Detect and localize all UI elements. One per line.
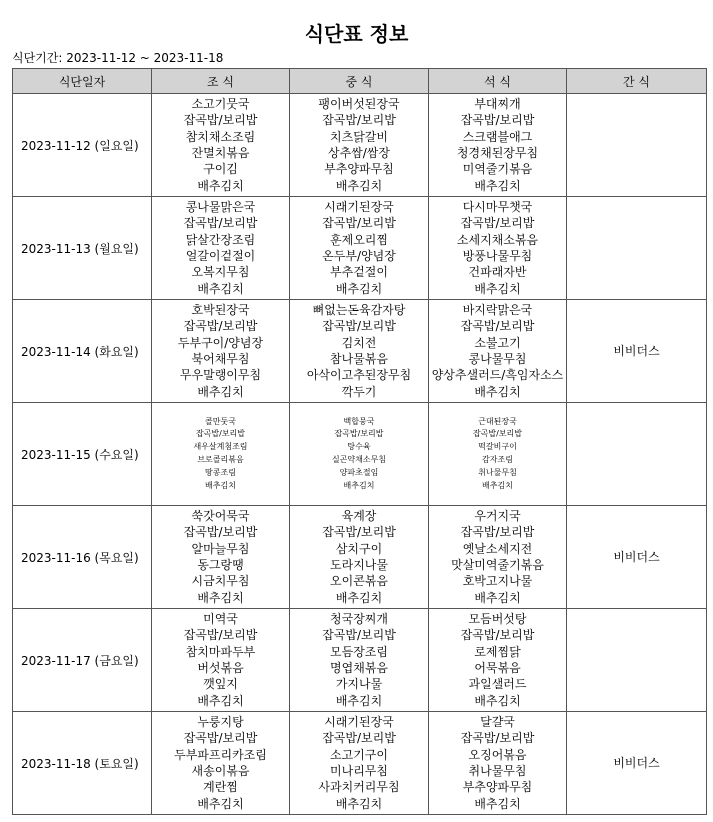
menu-item: 오징어볶음 (468, 747, 527, 762)
menu-item: 브로콜리볶음 (197, 455, 244, 464)
meal-cell-dinner (429, 712, 567, 815)
meal-date: 2023-11-14 (화요일) (13, 300, 152, 403)
menu-item: 새우살계첨조림 (193, 442, 248, 452)
table-row (13, 300, 707, 403)
snack-item: 비비더스 (613, 343, 660, 358)
menu-item: 배추김치 (197, 281, 244, 296)
menu-item: 소고기구이 (330, 747, 388, 762)
menu-item: 깍두기 (341, 384, 377, 399)
menu-item: 부추양파무침 (324, 162, 394, 177)
table-row (13, 94, 707, 197)
meal-cell-breakfast (152, 609, 290, 712)
table-header-row (13, 69, 707, 94)
meal-cell-lunch (290, 609, 429, 712)
menu-item: 잡곡밥/보리밥 (460, 113, 535, 128)
menu-item: 북어채무침 (191, 352, 250, 366)
table-body (13, 94, 707, 815)
menu-item: 감자조림 (482, 455, 513, 464)
menu-item: 치츠닭갈비 (330, 129, 388, 144)
table-row (13, 609, 707, 712)
menu-item: 소불고기 (474, 335, 521, 350)
meal-cell-dinner (429, 403, 567, 506)
menu-item: 잡곡밥/보리밥 (322, 628, 396, 643)
meal-date: 2023-11-17 (금요일) (13, 609, 152, 712)
menu-item: 모듬장조림 (330, 644, 388, 659)
meal-cell-lunch (290, 403, 429, 506)
menu-item: 잡곡밥/보리밥 (183, 628, 258, 643)
menu-item: 두부파프리카조림 (174, 747, 267, 762)
menu-item: 배추김치 (197, 384, 244, 399)
header-date: 식단일자 (13, 69, 152, 94)
menu-item: 배추김치 (474, 590, 521, 605)
menu-item: 시금치무침 (191, 574, 250, 589)
meal-cell-dinner (429, 506, 567, 609)
menu-item: 잡곡밥/보리밥 (322, 216, 396, 231)
menu-item: 잡곡밥/보리밥 (322, 319, 396, 334)
menu-item: 배추김치 (343, 480, 375, 490)
menu-item: 잡곡밥/보리밥 (460, 628, 535, 643)
menu-item: 콩나물무침 (468, 352, 527, 366)
menu-item: 미역줄기볶음 (462, 162, 533, 177)
menu-item: 배추김치 (474, 693, 521, 708)
menu-item: 배추김치 (197, 796, 244, 811)
menu-item: 오이콘볶음 (330, 574, 388, 589)
meal-cell-snack (567, 197, 707, 300)
meal-date: 2023-11-16 (목요일) (13, 506, 152, 609)
snack-item: 비비더스 (613, 549, 660, 564)
meal-cell-breakfast (152, 506, 290, 609)
menu-item: 배추김치 (205, 480, 236, 490)
meal-cell-lunch (290, 712, 429, 815)
header-lunch: 중 식 (290, 69, 429, 94)
menu-item: 닭살간장조림 (185, 232, 256, 247)
menu-item: 배추김치 (197, 693, 244, 708)
menu-item: 누룽지탕 (197, 715, 244, 730)
menu-item: 참나물볶음 (330, 352, 388, 366)
snack-item: 비비더스 (613, 755, 660, 770)
menu-item: 김치전 (341, 335, 377, 350)
menu-item: 잔멸치볶음 (191, 146, 250, 160)
menu-item: 명엽채볶음 (330, 661, 388, 675)
header-breakfast: 조 식 (152, 69, 290, 94)
menu-item: 두부구이/양념장 (177, 335, 264, 350)
menu-item: 청국장찌개 (330, 612, 388, 627)
meal-cell-lunch (290, 94, 429, 197)
meal-cell-lunch (290, 506, 429, 609)
meal-cell-snack (567, 403, 707, 506)
menu-item: 잡곡밥/보리밥 (460, 525, 535, 540)
menu-item: 옛날소세지전 (462, 541, 533, 556)
page-title: 식단표 정보 (304, 22, 409, 46)
menu-item: 달걀국 (480, 715, 515, 730)
menu-item: 잡곡밥/보리밥 (460, 216, 535, 231)
menu-item: 잡곡밥/보리밥 (460, 319, 535, 334)
meal-cell-lunch (290, 300, 429, 403)
menu-item: 미나리무침 (330, 764, 388, 778)
menu-item: 배추김치 (197, 590, 244, 605)
menu-item: 배추김치 (197, 178, 244, 193)
meal-table (12, 68, 707, 815)
meal-cell-lunch (290, 197, 429, 300)
menu-item: 참치채소조림 (185, 129, 256, 144)
menu-item: 무우말랭이무침 (179, 368, 262, 383)
menu-item: 동그랑땡 (197, 558, 244, 572)
meal-cell-dinner (429, 300, 567, 403)
meal-date: 2023-11-12 (일요일) (13, 94, 152, 197)
menu-item: 아삭이고추된장무침 (306, 368, 412, 383)
menu-item: 배추김치 (474, 178, 521, 193)
menu-item: 가지나물 (335, 677, 383, 692)
menu-item: 콜만둣국 (205, 416, 236, 426)
menu-item: 뼈없는돈육감자탕 (312, 303, 406, 318)
menu-item: 계란찜 (203, 780, 238, 795)
menu-item: 다시마무챗국 (462, 200, 533, 215)
menu-item: 잡곡밥/보리밥 (460, 731, 535, 746)
menu-item: 어묵볶음 (474, 661, 521, 675)
menu-item: 건파래자반 (468, 265, 527, 280)
menu-item: 잡곡밥/보리밥 (183, 216, 258, 231)
menu-item: 배추김치 (335, 590, 383, 605)
menu-item: 떡갈비구이 (478, 442, 517, 452)
menu-item: 과일샐러드 (468, 677, 527, 692)
menu-item: 로제찜닭 (474, 644, 521, 659)
menu-item: 상추쌈/쌈장 (327, 146, 390, 160)
menu-item: 사과치커리무침 (318, 780, 400, 795)
meal-cell-snack (567, 94, 707, 197)
menu-item: 얼갈이겉절이 (185, 249, 256, 263)
meal-date: 2023-11-18 (토요일) (13, 712, 152, 815)
menu-item: 스크램블애그 (462, 129, 533, 144)
meal-cell-dinner (429, 94, 567, 197)
menu-item: 잡곡밥/보리밥 (334, 429, 384, 439)
menu-item: 온두부/양념장 (322, 249, 396, 263)
menu-item: 소고기뭇국 (191, 97, 250, 112)
menu-item: 방풍나물무침 (462, 249, 533, 263)
table-row (13, 197, 707, 300)
menu-item: 참치마파두부 (185, 644, 256, 659)
menu-item: 잡곡밥/보리밥 (183, 319, 258, 334)
menu-item: 양상추샐러드/흑임자소스 (431, 368, 564, 383)
menu-item: 버섯볶음 (197, 661, 244, 675)
menu-item: 호박고지나물 (462, 574, 533, 589)
header-dinner: 석 식 (429, 69, 567, 94)
menu-item: 바지락맑은국 (462, 303, 533, 318)
menu-item: 소세지채소볶음 (456, 232, 539, 247)
menu-item: 취나물무침 (478, 467, 517, 477)
menu-item: 잡곡밥/보리밥 (322, 113, 396, 128)
table-row (13, 403, 707, 506)
menu-item: 배추김치 (335, 796, 383, 811)
table-row (13, 506, 707, 609)
meal-cell-breakfast (152, 403, 290, 506)
meal-cell-snack (567, 506, 707, 609)
menu-item: 콩나물맑은국 (185, 200, 256, 215)
menu-item: 배추김치 (474, 281, 521, 296)
menu-item: 근대된장국 (478, 416, 517, 426)
menu-item: 호박된장국 (191, 303, 250, 318)
menu-item: 모듬버섯탕 (468, 612, 527, 627)
menu-item: 알마늘무침 (191, 541, 250, 556)
meal-cell-snack (567, 609, 707, 712)
menu-item: 잡곡밥/보리밥 (195, 429, 246, 439)
meal-date: 2023-11-15 (수요일) (13, 403, 152, 506)
menu-item: 배추김치 (474, 384, 521, 399)
menu-item: 부추겉절이 (330, 265, 388, 280)
menu-item: 배추김치 (335, 281, 383, 296)
menu-item: 부대찌개 (474, 97, 521, 112)
menu-item: 양파초절임 (339, 467, 379, 477)
meal-cell-dinner (429, 609, 567, 712)
menu-item: 탕수육 (347, 442, 371, 452)
menu-item: 새송이볶음 (191, 764, 250, 778)
meal-date: 2023-11-13 (월요일) (13, 197, 152, 300)
menu-item: 잡곡밥/보리밥 (183, 113, 258, 128)
menu-item: 오복지무침 (191, 265, 250, 280)
meal-cell-breakfast (152, 300, 290, 403)
menu-item: 잡곡밥/보리밥 (322, 525, 396, 540)
menu-item: 부추양파무침 (462, 780, 533, 795)
menu-item: 땅콩조림 (205, 467, 236, 477)
header-snack: 간 식 (567, 69, 707, 94)
menu-item: 시래기된장국 (324, 715, 394, 730)
meal-cell-snack (567, 300, 707, 403)
menu-item: 배추김치 (482, 480, 513, 490)
meal-period: 식단기간: 2023-11-12 ~ 2023-11-18 (12, 51, 224, 65)
menu-item: 훈제오리찜 (330, 232, 388, 247)
menu-item: 청경채된장무침 (456, 146, 539, 160)
meal-cell-snack (567, 712, 707, 815)
menu-item: 배추김치 (474, 796, 521, 811)
menu-item: 취나물무침 (468, 764, 527, 778)
menu-item: 백합뭉국 (343, 416, 375, 426)
menu-item: 시래기된장국 (324, 200, 394, 215)
menu-item: 삼치구이 (335, 541, 383, 556)
menu-item: 맛살미역줄기볶음 (451, 558, 544, 572)
meal-cell-breakfast (152, 197, 290, 300)
menu-item: 팽이버섯된장국 (318, 97, 400, 112)
meal-cell-breakfast (152, 712, 290, 815)
menu-item: 쑥갓어묵국 (191, 509, 250, 524)
table-row (13, 712, 707, 815)
menu-item: 배추김치 (335, 693, 383, 708)
menu-item: 잡곡밥/보리밥 (472, 429, 523, 439)
menu-item: 미역국 (203, 612, 238, 627)
menu-item: 도라지나물 (330, 558, 388, 572)
meal-cell-dinner (429, 197, 567, 300)
menu-item: 구이김 (203, 162, 238, 177)
menu-item: 잡곡밥/보리밥 (183, 731, 258, 746)
menu-item: 잡곡밥/보리밥 (322, 731, 396, 746)
menu-item: 실곤약채소무침 (331, 455, 387, 464)
menu-item: 육계장 (341, 509, 377, 524)
menu-item: 우거지국 (474, 509, 521, 524)
menu-item: 배추김치 (335, 178, 383, 193)
menu-item: 잡곡밥/보리밥 (183, 525, 258, 540)
menu-item: 깻잎지 (203, 677, 238, 692)
meal-cell-breakfast (152, 94, 290, 197)
